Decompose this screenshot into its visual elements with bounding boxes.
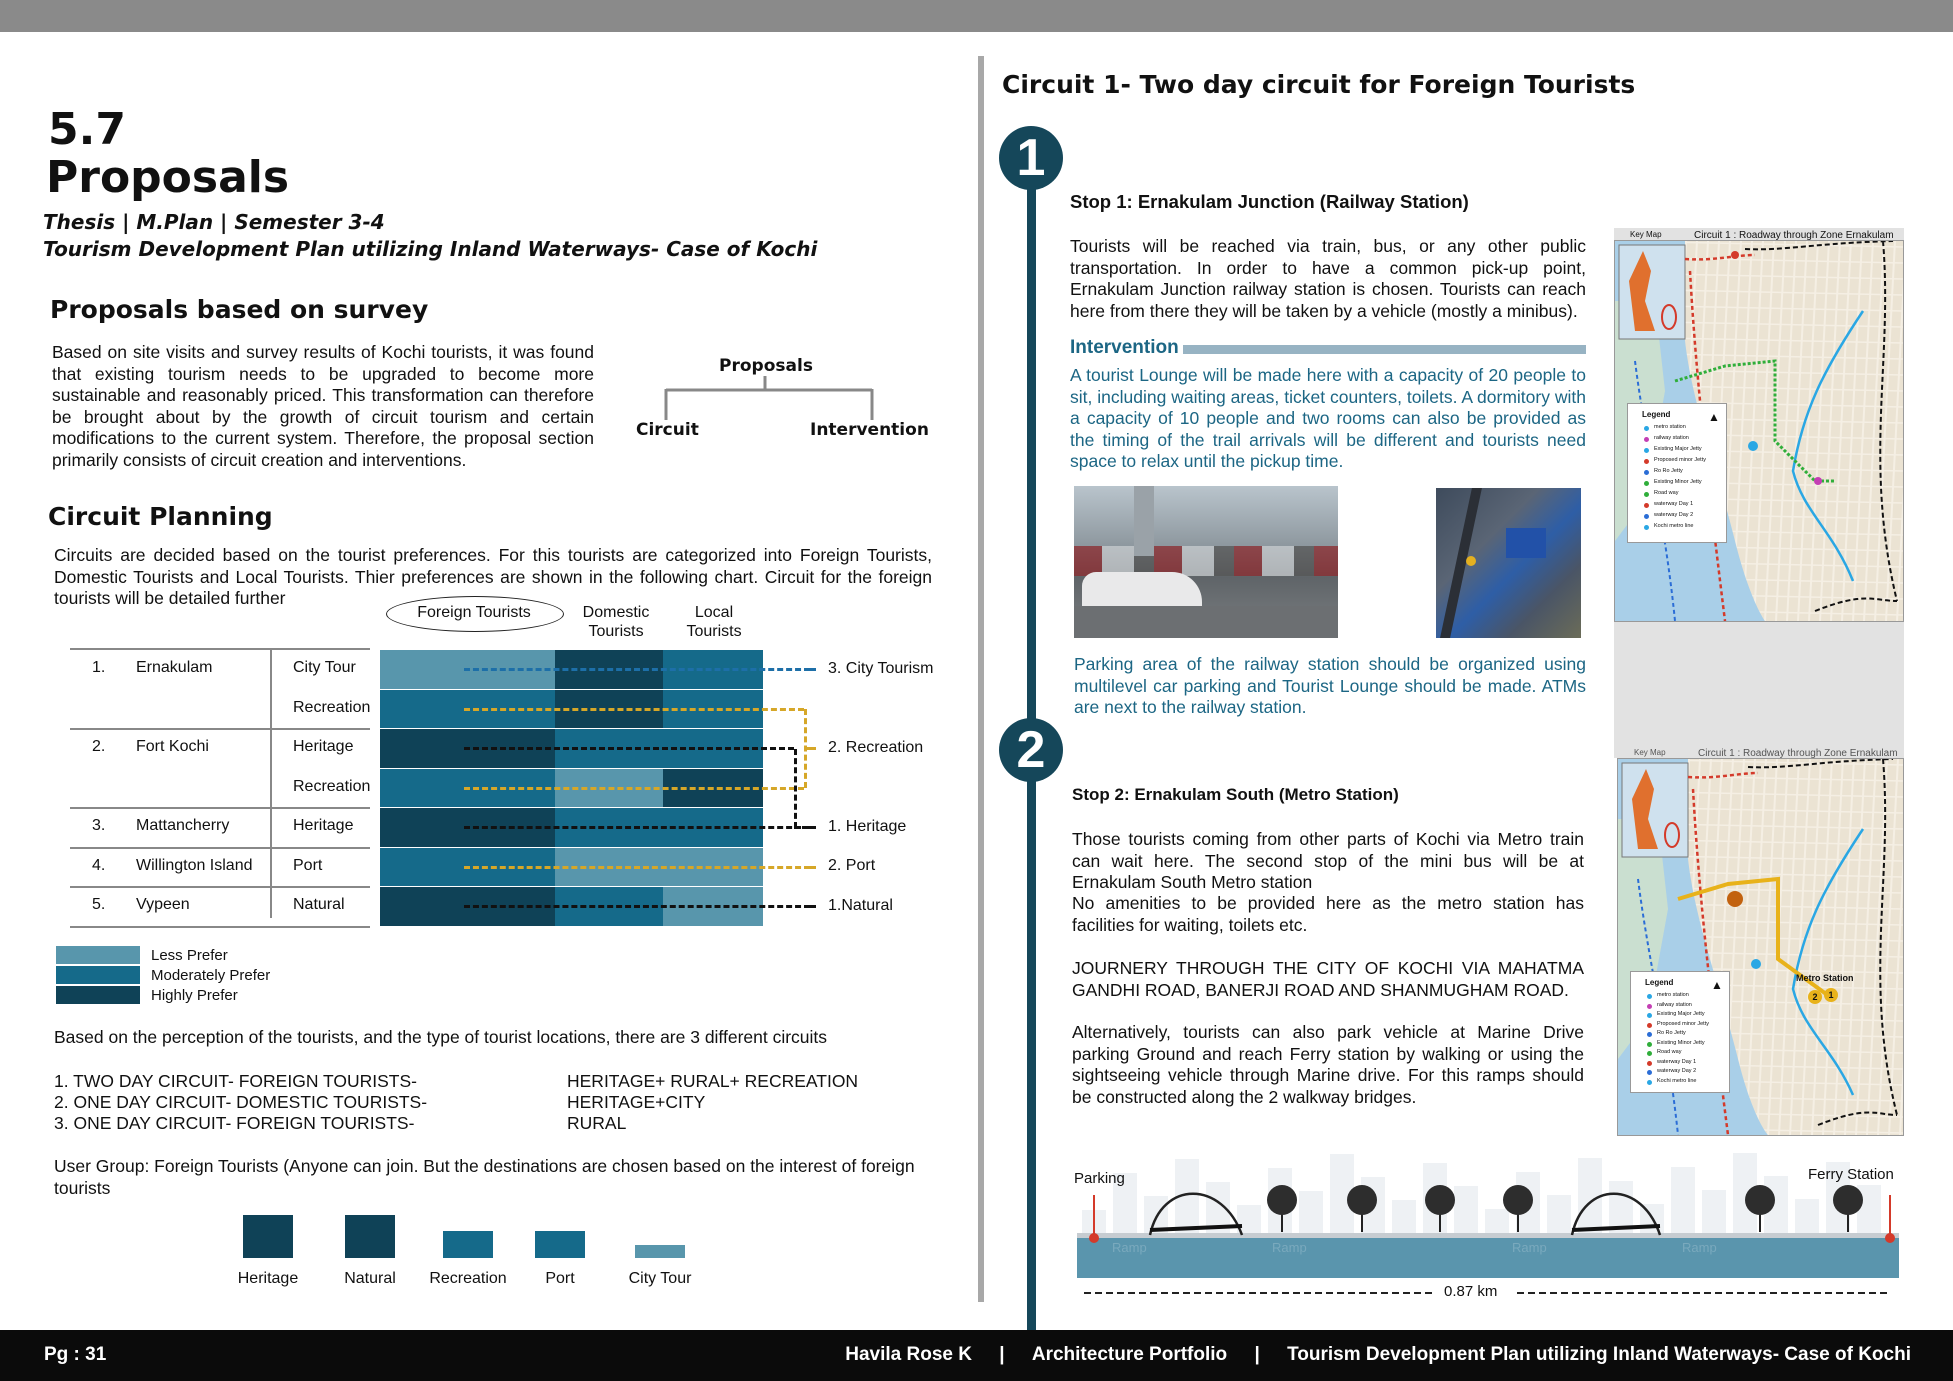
satellite-track: [1440, 488, 1482, 638]
map-legend-dot: [1647, 1080, 1652, 1085]
map-legend-dot: [1647, 1013, 1652, 1018]
photo-overpass: [1134, 486, 1154, 556]
footer-portfolio: Architecture Portfolio: [1031, 1344, 1228, 1365]
map1-title: Circuit 1 : Roadway through Zone Ernakulam: [1694, 230, 1894, 241]
map-legend-item: Road way: [1657, 1049, 1682, 1055]
map-legend-item: waterway Day 1: [1654, 501, 1694, 507]
bar: [243, 1215, 293, 1259]
circuit-2-name: 2. ONE DAY CIRCUIT- DOMESTIC TOURISTS-: [54, 1092, 428, 1112]
map-legend-dot: [1647, 1051, 1652, 1056]
row-rule: [70, 807, 370, 809]
map-legend-item: waterway Day 1: [1657, 1058, 1697, 1065]
legend-swatch-moderate: [56, 966, 140, 984]
stop-1-paragraph: Tourists will be reached via train, bus, or any other public transportation. In order to have a common pick-up point, Ernakulam Junction railway station is chosen. Tourists can reach here from there they will be taken by a vehicle (mostly a minibus).: [1070, 236, 1586, 321]
row-type: Port: [293, 856, 323, 874]
railway-parking-photo: [1074, 486, 1338, 638]
row-type: Recreation: [293, 698, 371, 716]
row-number: 2.: [92, 738, 106, 755]
bar-label: Port: [545, 1270, 575, 1287]
circuit-1-type: HERITAGE+ RURAL+ RECREATION: [567, 1071, 859, 1091]
map-legend-item: Existing Minor Jetty: [1657, 1039, 1705, 1046]
legend-swatch-high: [56, 986, 140, 1004]
row-place: Fort Kochi: [136, 738, 209, 755]
perception-text: Based on the perception of the tourists, and the type of tourist locations, there are 3 different circuits: [54, 1027, 828, 1047]
survey-paragraph: Based on site visits and survey results of Kochi tourists, it was found that existing tourism needs to be upgraded to become more sustainable and reasonably priced. This transformation can therefore be brought about by the growth of circuit tourism and certain modifications to the current system. Therefore, the proposal section primarily consists of circuit creation and interventions.: [52, 342, 594, 470]
row-place: Vypeen: [136, 896, 190, 913]
subtitle-line2: Tourism Development Plan utilizing Inland Waterways- Case of Kochi: [43, 237, 818, 261]
row-rule: [70, 926, 370, 928]
row-number: 3.: [92, 817, 106, 834]
map-legend-dot: [1644, 470, 1649, 475]
footer-credits: [823, 1344, 1911, 1366]
map-legend-dot: [1644, 514, 1649, 519]
circuit-3-name: 3. ONE DAY CIRCUIT- FOREIGN TOURISTS-: [54, 1113, 415, 1133]
map-legend-dot: [1644, 503, 1649, 508]
row-type: Heritage: [293, 738, 354, 755]
connector-stub-gold: [804, 747, 816, 750]
top-bar: [0, 0, 1953, 32]
page-number: Pg : 31: [44, 1344, 107, 1365]
north-arrow-icon: ▲: [1708, 410, 1720, 424]
row-rule: [70, 728, 370, 730]
map-legend-item: Proposed minor Jetty: [1657, 1020, 1709, 1027]
bar-label: Natural: [344, 1270, 396, 1287]
tree-root: Proposals: [719, 356, 813, 376]
column-foreign: Foreign Tourists: [417, 604, 531, 621]
bar-label: City Tour: [628, 1270, 692, 1287]
row-type: City Tour: [293, 659, 356, 676]
footer-author: Havila Rose K: [845, 1344, 972, 1365]
map-legend-dot: [1644, 459, 1649, 464]
preference-legend: [56, 946, 316, 1006]
circuit-map-1: [1614, 240, 1904, 622]
connector-line: [464, 708, 804, 711]
row-place: Mattancherry: [136, 817, 230, 834]
tree-left: Circuit: [636, 420, 699, 440]
footer-sep-2: |: [1254, 1344, 1260, 1365]
user-group-text: User Group: Foreign Tourists (Anyone can join. But the destinations are chosen based on the interest of foreign tourists: [54, 1156, 915, 1198]
map-legend-dot: [1644, 426, 1649, 431]
footer: [0, 1330, 1953, 1381]
map-legend-dot: [1647, 1070, 1652, 1075]
row-number: 5.: [92, 896, 106, 913]
map-legend-dot: [1647, 1023, 1652, 1028]
proposals-tree: [620, 352, 940, 452]
map-legend-item: Proposed minor Jetty: [1654, 457, 1706, 463]
table-vertical-rule: [270, 648, 272, 918]
footer-project: Tourism Development Plan utilizing Inland Waterways- Case of Kochi: [1287, 1344, 1911, 1365]
map-legend-dot: [1644, 525, 1649, 530]
connector-line: [464, 747, 794, 750]
map-marker-1: 1: [1824, 988, 1838, 1002]
category-label: 2. Recreation: [828, 738, 924, 756]
section-ramp-label: Ramp: [1112, 1240, 1147, 1255]
map-legend-item: Existing Major Jetty: [1654, 446, 1702, 452]
map-legend-item: Road way: [1654, 490, 1679, 496]
north-arrow-icon: ▲: [1711, 978, 1723, 992]
tree-connector: [620, 376, 940, 424]
stop-2-paragraph-4: Alternatively, tourists can also park vehicle at Marine Drive parking Ground and reach Ferry station by walking or using the sightseeing vehicle through Marine drive. For this ramps should be constructed along the 2 walkway bridges.: [1072, 1022, 1584, 1107]
row-type: Natural: [293, 896, 345, 913]
photo-road: [1074, 606, 1338, 638]
satellite-marker: [1466, 556, 1476, 566]
preference-bar-chart: [220, 1205, 740, 1295]
section-right-label: Ferry Station: [1808, 1166, 1894, 1183]
map-legend-dot: [1647, 1042, 1652, 1047]
map-legend-item: metro station: [1654, 424, 1686, 430]
legend-swatch-less: [56, 946, 140, 964]
bar: [345, 1215, 395, 1259]
parking-note: Parking area of the railway station should be organized using multilevel car parking and Tourist Lounge should be made. ATMs are next to the railway station.: [1074, 654, 1586, 717]
map-legend-title: Legend: [1642, 410, 1671, 419]
satellite-roofs: [1506, 528, 1546, 558]
stop-2-paragraph-1: Those tourists coming from other parts of Kochi via Metro train can wait here. The second stop of the mini bus will be at Ernakulam South Metro station: [1072, 829, 1584, 892]
stop-2-paragraph-2: No amenities to be provided here as the metro station has facilities for waiting, toilets etc.: [1072, 893, 1584, 935]
category-label: 3. City Tourism: [828, 659, 934, 677]
connector-ext: [794, 826, 816, 829]
map-legend-item: Ro Ro Jetty: [1654, 468, 1683, 474]
connector-line: [464, 866, 810, 869]
circuit-1-name: 1. TWO DAY CIRCUIT- FOREIGN TOURISTS-: [54, 1071, 417, 1091]
preference-matrix: [70, 648, 950, 920]
circuit-3-type: RURAL: [567, 1113, 627, 1133]
railway-satellite-photo: [1436, 488, 1581, 638]
connector-line: [464, 905, 810, 908]
footer-sep-1: |: [999, 1344, 1005, 1365]
map-legend-dot: [1647, 1032, 1652, 1037]
bar: [443, 1231, 493, 1258]
category-label: 2. Port: [828, 857, 876, 875]
map-legend-dot: [1647, 1061, 1652, 1066]
map-legend-item: Ro Ro Jetty: [1657, 1030, 1686, 1036]
circuit-map-2: [1617, 758, 1904, 1136]
map-legend-dot: [1644, 492, 1649, 497]
intervention-rule: [1183, 345, 1586, 354]
bar-label: Recreation: [429, 1270, 507, 1287]
table-top-rule: [70, 648, 370, 650]
legend-label-less: Less Prefer: [151, 947, 228, 964]
map-legend-item: Existing Major Jetty: [1657, 1011, 1705, 1017]
map-station-label: Metro Station: [1796, 973, 1854, 983]
map-legend-dot: [1644, 481, 1649, 486]
connector-line: [464, 787, 804, 790]
stop-2-title: Stop 2: Ernakulam South (Metro Station): [1072, 785, 1399, 804]
circuit-planning-heading: Circuit Planning: [48, 502, 273, 531]
map-legend-dot: [1644, 437, 1649, 442]
map-legend-item: waterway Day 2: [1654, 512, 1694, 518]
page-divider: [978, 56, 984, 1302]
section-left-label: Parking: [1074, 1170, 1125, 1187]
connector-line: [464, 668, 810, 671]
circuit-title: Circuit 1- Two day circuit for Foreign Tourists: [1002, 70, 1636, 99]
connector-ext: [810, 866, 816, 869]
subtitle-line1: Thesis | M.Plan | Semester 3-4: [43, 210, 385, 234]
map-legend-item: Kochi metro line: [1657, 1077, 1697, 1084]
row-place: Willington Island: [136, 856, 253, 874]
map-marker-2: 2: [1808, 990, 1822, 1004]
survey-heading: Proposals based on survey: [50, 295, 429, 324]
stop-2-paragraph-3: JOURNERY THROUGH THE CITY OF KOCHI VIA MAHATMA GANDHI ROAD, BANERJI ROAD AND SHANMUGHAM ROAD.: [1072, 958, 1584, 1000]
map-legend-item: waterway Day 2: [1657, 1068, 1697, 1074]
row-rule: [70, 886, 370, 888]
stop-1-number: 1: [999, 126, 1063, 190]
stop-2-number: 2: [999, 718, 1063, 782]
column-domestic: Domestic Tourists: [582, 604, 650, 640]
map-legend-dot: [1644, 448, 1649, 453]
circuit-2-type: HERITAGE+CITY: [567, 1092, 706, 1112]
section-ramp-label: Ramp: [1682, 1240, 1717, 1255]
circuit-planning-paragraph: Circuits are decided based on the tourist preferences. For this tourists are categorized into Foreign Tourists, Domestic Tourists and Local Tourists. Thier preferences are shown in the following chart. Circuit for the foreign tourists will be detailed further: [54, 545, 932, 608]
category-label: 1. Heritage: [828, 817, 907, 835]
category-label: 1.Natural: [828, 896, 893, 914]
map-legend-item: railway station: [1657, 1001, 1692, 1008]
tree-right: Intervention: [810, 420, 929, 440]
section-distance-label: 0.87 km: [1444, 1283, 1498, 1300]
map-legend: [1627, 403, 1727, 543]
map1-keymap-label: Key Map: [1630, 230, 1662, 239]
row-type: Heritage: [293, 817, 354, 834]
map-legend-item: metro station: [1657, 992, 1689, 998]
row-rule: [70, 847, 370, 849]
row-number: 4.: [92, 856, 106, 874]
connector-vertical-black: [794, 749, 797, 828]
map2-keymap-label: Key Map: [1634, 748, 1666, 757]
stop-1-title: Stop 1: Ernakulam Junction (Railway Station): [1070, 191, 1469, 212]
section-number: 5.7: [48, 104, 126, 155]
map2-title: Circuit 1 : Roadway through Zone Ernakulam: [1698, 748, 1898, 759]
legend-label-high: Highly Prefer: [151, 987, 238, 1004]
connector-line: [464, 826, 810, 829]
connector-ext: [810, 668, 816, 671]
row-type: Recreation: [293, 777, 371, 795]
column-local: Local Tourists: [686, 604, 742, 640]
bar-label: Heritage: [237, 1270, 299, 1287]
section-ramp-label: Ramp: [1512, 1240, 1547, 1255]
intervention-paragraph: A tourist Lounge will be made here with a capacity of 20 people to sit, including waiting areas, ticket counters, toilets. A dormitory with a capacity of 10 people and two rooms can also be provided as the timing of the trail arrivals will be different and tourists need space to relax until the pickup time.: [1070, 365, 1586, 471]
section-title: Proposals: [46, 152, 290, 203]
map-legend-item: Existing Minor Jetty: [1654, 479, 1702, 485]
section-ramp-label: Ramp: [1272, 1240, 1307, 1255]
map-legend-item: railway station: [1654, 435, 1689, 441]
bar: [635, 1245, 685, 1259]
intervention-label: Intervention: [1070, 337, 1179, 358]
row-number: 1.: [92, 659, 106, 676]
row-place: Ernakulam: [136, 659, 213, 676]
connector-ext: [810, 905, 816, 908]
legend-label-moderate: Moderately Prefer: [151, 967, 271, 984]
bar: [535, 1231, 585, 1258]
map-legend-title: Legend: [1645, 978, 1674, 987]
walkway-section-diagram: [1072, 1140, 1904, 1310]
map-legend: [1630, 971, 1730, 1093]
map-legend-dot: [1647, 1004, 1652, 1009]
map-legend-item: Kochi metro line: [1654, 523, 1694, 529]
map-legend-dot: [1647, 994, 1652, 999]
